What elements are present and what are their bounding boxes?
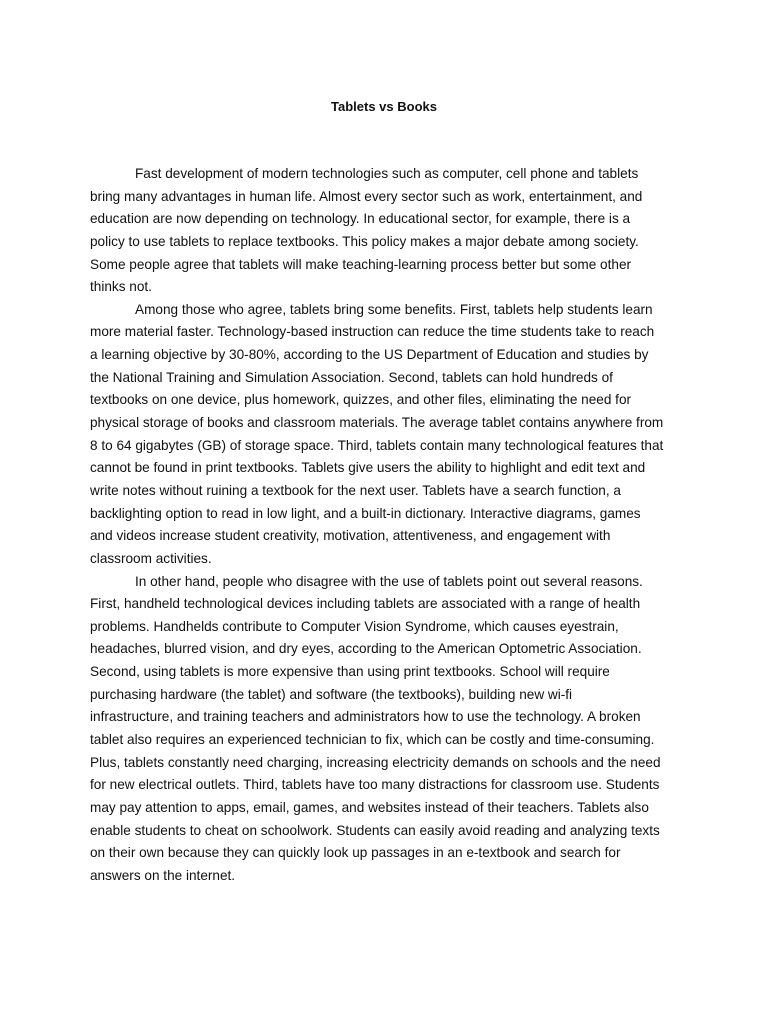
paragraph-1-line: education are now depending on technology. In educational sector, for example, there is a xyxy=(90,211,631,227)
paragraph-1-line: bring many advantages in human life. Almost every sector such as work, entertainment, and xyxy=(90,188,643,204)
paragraph-2-line: and videos increase student creativity, motivation, attentiveness, and engagement with xyxy=(90,528,611,544)
paragraph-2-line: write notes without ruining a textbook for the next user. Tablets have a search function, a xyxy=(90,482,621,498)
paragraph-1-line: thinks not. xyxy=(90,279,152,295)
paragraph-2-line: classroom activities. xyxy=(90,550,212,566)
paragraph-2-line: backlighting option to read in low light, and a built-in dictionary. Interactive diagrams, games xyxy=(90,505,641,521)
document-title: Tablets vs Books xyxy=(331,99,437,114)
paragraph-2-line: textbooks on one device, plus homework, quizzes, and other files, eliminating the need for xyxy=(90,392,632,408)
paragraph-3-line: headaches, blurred vision, and dry eyes, according to the American Optometric Association. xyxy=(90,641,642,657)
paragraph-3-line: infrastructure, and training teachers and administrators how to use the technology. A broken xyxy=(90,709,641,725)
paragraph-2-line: a learning objective by 30-80%, according to the US Department of Education and studies by xyxy=(90,347,649,363)
paragraph-3-line: on their own because they can quickly look up passages in an e-textbook and search for xyxy=(90,845,621,861)
paragraph-3-line: tablet also requires an experienced technician to fix, which can be costly and time-consuming. xyxy=(90,732,655,748)
paragraph-3-line: answers on the internet. xyxy=(90,867,236,883)
paragraph-1-line: policy to use tablets to replace textbooks. This policy makes a major debate among society. xyxy=(90,233,639,249)
paragraph-3-line: for new electrical outlets. Third, tablets have too many distractions for classroom use. Students xyxy=(90,777,660,793)
paragraph-3-line: First, handheld technological devices including tablets are associated with a range of health xyxy=(90,596,641,612)
paragraph-3-line: problems. Handhelds contribute to Computer Vision Syndrome, which causes eyestrain, xyxy=(90,618,619,634)
paragraph-3-line: enable students to cheat on schoolwork. Students can easily avoid reading and analyzing texts xyxy=(90,822,660,838)
paragraph-2-line: 8 to 64 gigabytes (GB) of storage space. Third, tablets contain many technological features that xyxy=(90,437,664,453)
paragraph-1-line: Fast development of modern technologies such as computer, cell phone and tablets xyxy=(135,166,639,181)
paragraph-3-line: In other hand, people who disagree with the use of tablets point out several reasons. xyxy=(135,573,643,589)
paragraph-1-line: Some people agree that tablets will make teaching-learning process better but some other xyxy=(90,256,632,272)
paragraph-3-line: purchasing hardware (the tablet) and software (the textbooks), building new wi-fi xyxy=(90,686,573,702)
paragraph-2-line: Among those who agree, tablets bring some benefits. First, tablets help students learn xyxy=(135,301,653,317)
paragraph-2-line: more material faster. Technology-based instruction can reduce the time students take to reach xyxy=(90,324,655,340)
paragraph-2-line: cannot be found in print textbooks. Tablets give users the ability to highlight and edit text and xyxy=(90,460,646,476)
paragraph-3-line: Second, using tablets is more expensive than using print textbooks. School will require xyxy=(90,664,610,680)
paragraph-2-line: the National Training and Simulation Association. Second, tablets can hold hundreds of xyxy=(90,369,613,385)
paragraph-3-line: may pay attention to apps, email, games, and websites instead of their teachers. Tablets also xyxy=(90,799,649,815)
paragraph-2-line: physical storage of books and classroom materials. The average tablet contains anywhere from xyxy=(90,415,664,431)
document-body xyxy=(90,163,672,888)
paragraph-3-line: Plus, tablets constantly need charging, increasing electricity demands on schools and the need xyxy=(90,754,661,770)
